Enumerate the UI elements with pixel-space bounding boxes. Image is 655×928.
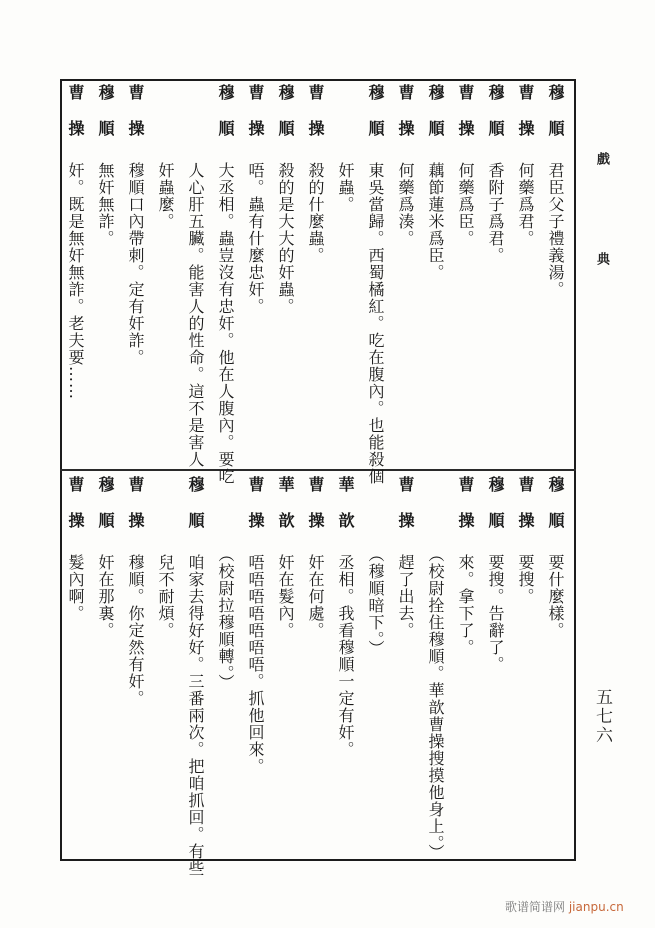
dialogue-line [452,84,478,464]
watermark [505,898,624,915]
dialogue-line [122,476,148,858]
page-number: 五七六 [592,688,612,745]
speaker: 穆順 [546,84,565,156]
dialogue-text: 奸在何處。 [306,554,325,639]
stage-direction: （校尉拴住穆順。華歆曹操搜摸他身上。） [426,546,445,861]
speaker: 華歆 [276,476,295,548]
dialogue-continuation: 奸蟲麼。 [156,162,175,230]
speaker: 曹操 [246,84,265,156]
speaker: 曹操 [396,476,415,548]
dialogue-line [122,84,148,464]
dialogue-line [512,84,538,464]
dialogue-line [212,84,238,485]
speaker: 曹操 [456,84,475,156]
speaker: 曹操 [396,84,415,156]
dialogue-text: 唔唔唔唔唔唔唔。抓他回來。 [246,554,265,775]
dialogue-text: 藕節蓮米爲臣。 [426,162,445,281]
dialogue-text: 奸。既是無奸無詐。老夫要…… [66,162,85,400]
dialogue-text: 君臣父子禮義湯。 [546,162,565,298]
dialogue-line [512,476,538,858]
dialogue-text: 何藥爲湊。 [396,162,415,247]
dialogue-line [92,476,118,858]
speaker: 穆順 [276,84,295,156]
stage-direction: （穆順暗下。） [366,546,385,657]
dialogue-continuation: 奸蟲。 [336,162,355,213]
dialogue-text: 穆順。你定然有奸。 [126,554,145,707]
dialogue-continuation: 人心肝五臟。能害人的性命。這不是害人 [186,162,205,468]
dialogue-text: 要搜。 [516,554,535,605]
dialogue-line [302,476,328,858]
stage-direction: （校尉拉穆順轉。） [216,546,235,691]
speaker: 曹操 [516,476,535,548]
dialogue-line [302,84,328,464]
dialogue-text: 髮內啊。 [66,554,85,622]
watermark-url: jianpu.cn [568,900,624,914]
dialogue-text: 要什麼樣。 [546,554,565,639]
dialogue-line [392,476,418,858]
dialogue-line [332,476,358,858]
speaker: 曹操 [66,476,85,548]
dialogue-text: 殺的什麼蟲。 [306,162,325,264]
dialogue-line [362,84,388,485]
dialogue-line [422,84,448,464]
dialogue-line [452,476,478,858]
speaker: 曹操 [456,476,475,548]
dialogue-text: 何藥爲君。 [516,162,535,247]
dialogue-text: 東吳當歸。西蜀橘紅。吃在腹內。也能殺個 [366,162,385,485]
dialogue-text: 來。拿下了。 [456,554,475,656]
dialogue-line [482,84,508,464]
speaker: 穆順 [486,84,505,156]
running-header-char-2: 典 [594,252,609,265]
dialogue-text: 咱家去得好好。三番兩次。把咱抓回。有些 [186,554,205,877]
dialogue-line [542,84,568,464]
speaker: 穆順 [96,476,115,548]
dialogue-text: 殺的是大大的奸蟲。 [276,162,295,315]
speaker: 穆順 [546,476,565,548]
dialogue-text: 香附子爲君。 [486,162,505,264]
dialogue-text: 何藥爲臣。 [456,162,475,247]
dialogue-line [542,476,568,858]
section-divider [60,469,576,471]
dialogue-text: 要搜。告辭了。 [486,554,505,673]
speaker: 穆順 [366,84,385,156]
speaker: 穆順 [186,476,205,548]
speaker: 曹操 [126,476,145,548]
speaker: 穆順 [96,84,115,156]
dialogue-text: 大丞相。蟲豈沒有忠奸。他在人腹內。要吃 [216,162,235,485]
dialogue-line [482,476,508,858]
speaker: 穆順 [426,84,445,156]
dialogue-text: 穆順口內帶刺。定有奸詐。 [126,162,145,366]
speaker: 曹操 [306,476,325,548]
speaker: 曹操 [306,84,325,156]
dialogue-line [272,476,298,858]
dialogue-text: 奸在那裏。 [96,554,115,639]
dialogue-line [272,84,298,464]
dialogue-continuation: 兒不耐煩。 [156,554,175,639]
speaker: 穆順 [216,84,235,156]
dialogue-line [392,84,418,464]
dialogue-line [62,84,88,464]
top-section [62,84,574,485]
dialogue-line [242,84,268,464]
dialogue-line [242,476,268,858]
dialogue-text: 唔。蟲有什麼忠奸。 [246,162,265,315]
dialogue-line [182,476,208,877]
dialogue-text: 奸在髮內。 [276,554,295,639]
speaker: 曹操 [246,476,265,548]
dialogue-text: 丞相。我看穆順一定有奸。 [336,554,355,758]
speaker: 曹操 [126,84,145,156]
speaker: 曹操 [516,84,535,156]
speaker: 曹操 [66,84,85,156]
dialogue-line [92,84,118,464]
bottom-section [62,476,574,877]
watermark-cn: 歌谱简谱网 [505,900,566,914]
running-header-char-1: 戲 [594,152,609,165]
speaker: 華歆 [336,476,355,548]
dialogue-line [62,476,88,858]
dialogue-text: 趕了出去。 [396,554,415,639]
speaker: 穆順 [486,476,505,548]
dialogue-text: 無奸無詐。 [96,162,115,247]
